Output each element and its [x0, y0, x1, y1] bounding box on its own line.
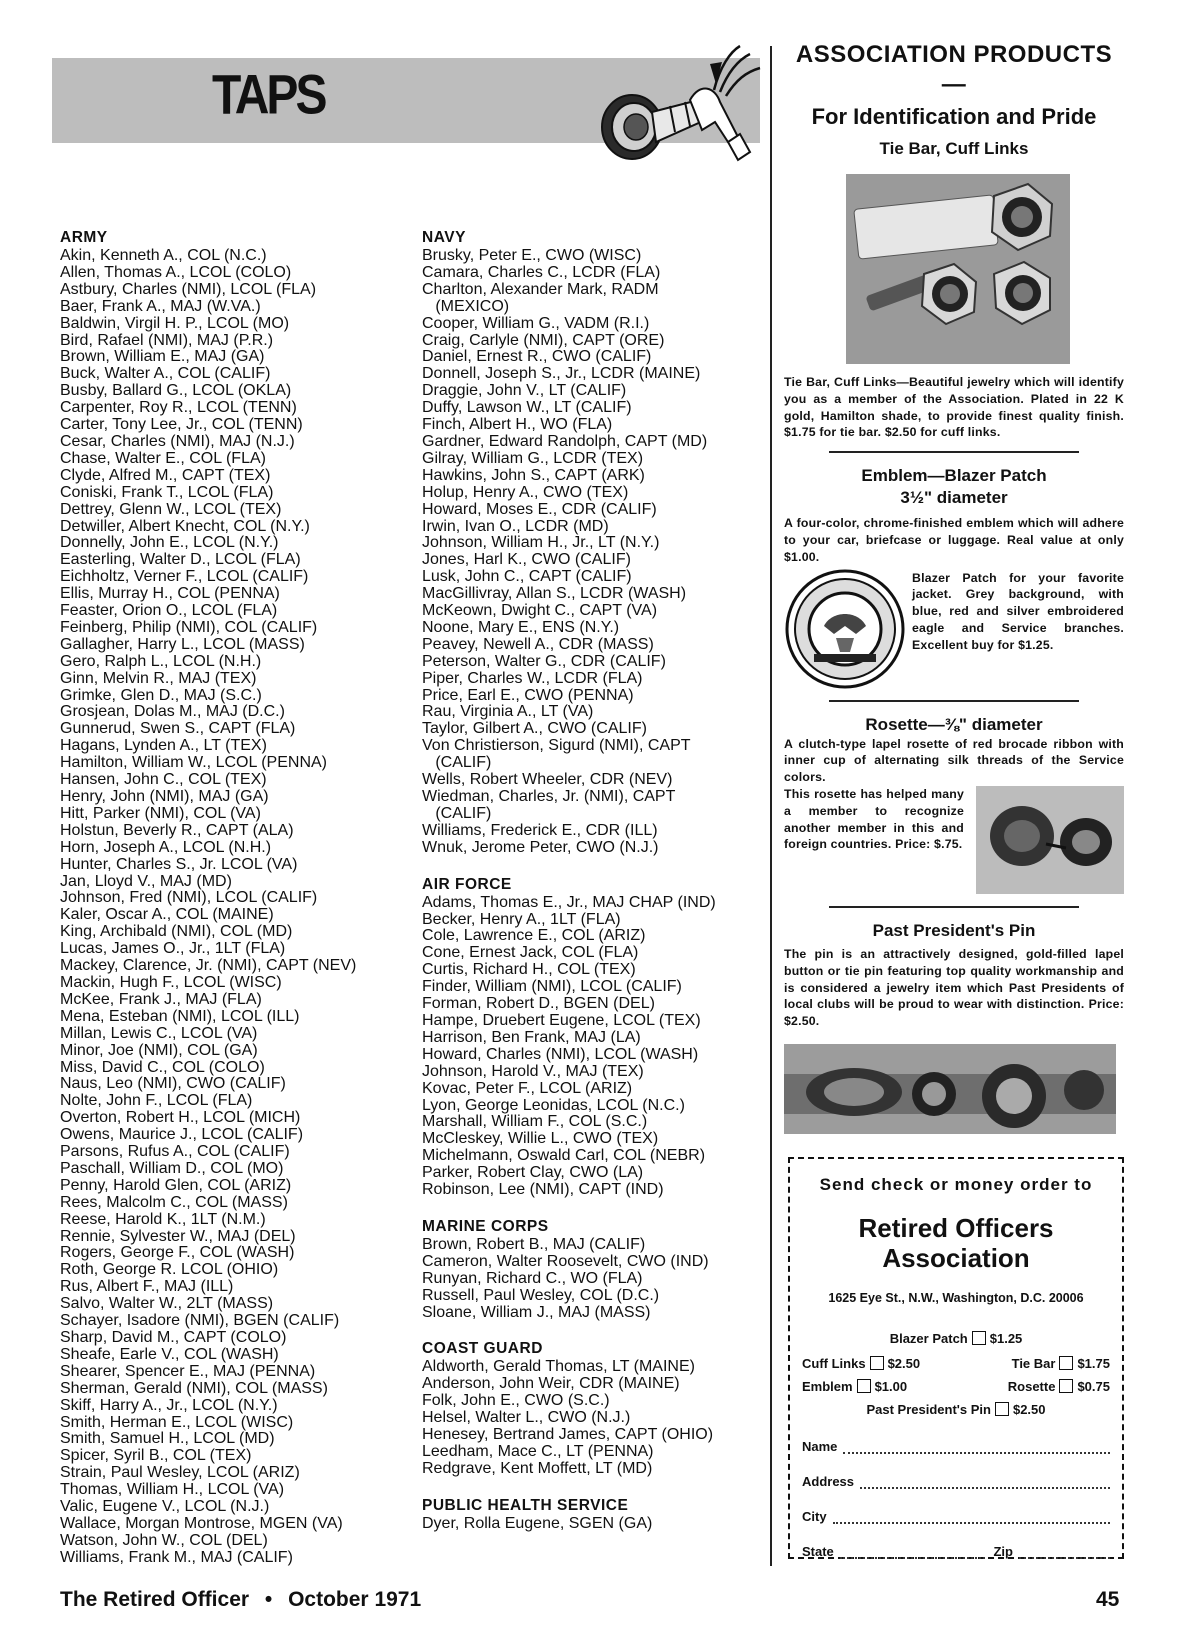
obituary-entry: Gero, Ralph L., LCOL (N.H.)	[60, 652, 262, 670]
obituary-entry: Henry, John (NMI), MAJ (GA)	[60, 788, 269, 805]
obituary-entry: Gunnerud, Swen S., CAPT (FLA)	[60, 720, 296, 738]
obituary-entry: Curtis, Richard H., COL (TEX)	[422, 961, 636, 979]
obituary-entry: Piper, Charles W., LCDR (FLA)	[422, 669, 643, 687]
obituary-entry: MacGillivray, Allan S., LCDR (WASH)	[422, 585, 687, 603]
tiebar-heading: Tie Bar, Cuff Links	[879, 139, 1029, 158]
obituary-entry: Reese, Harold K., 1LT (N.M.)	[60, 1210, 266, 1228]
obituary-entry: Holup, Henry A., CWO (TEX)	[422, 483, 629, 501]
obituary-entry: Jan, Lloyd V., MAJ (MD)	[60, 872, 232, 890]
rosette-text: This rosette has helped many a member to recognize another member in this and foreign countries. Price: $.75.	[784, 786, 964, 852]
obituary-entry: Rus, Albert F., MAJ (ILL)	[60, 1278, 234, 1296]
obituary-entry: Donnell, Joseph S., Jr., LCDR (MAINE)	[422, 365, 701, 383]
obituary-entry: Hunter, Charles S., Jr. LCOL (VA)	[60, 855, 298, 873]
obituary-entry: Overton, Robert H., LCOL (MICH)	[60, 1109, 301, 1127]
tiebar-description: Tie Bar, Cuff Links—Beautiful jewelry which will identify you as a member of the Association. Plated in 22 K gold, Hamilton shade, to provide finest quality finish. $1.75 for tie bar. $2.50 for cuff links.	[784, 375, 1124, 440]
obituary-entry: Aldworth, Gerald Thomas, LT (MAINE)	[422, 1358, 695, 1376]
blazer-order-price: $1.25	[989, 1331, 1023, 1346]
blazer-order-row	[790, 1331, 1122, 1346]
marine-corps-section	[422, 1217, 762, 1322]
obituary-list	[422, 1359, 762, 1477]
obituary-entry: Russell, Paul Wesley, COL (D.C.)	[422, 1286, 660, 1304]
publication-name: The Retired Officer	[60, 1588, 250, 1611]
section-heading: ARMY	[60, 229, 108, 246]
obituary-entry: Holstun, Beverly R., CAPT (ALA)	[60, 821, 294, 839]
cuff-order-label: Cuff Links	[802, 1356, 866, 1371]
obituary-entry: Lucas, James O., Jr., 1LT (FLA)	[60, 940, 286, 958]
name-label: Name	[802, 1439, 838, 1454]
obituary-entry: Wnuk, Jerome Peter, CWO (N.J.)	[422, 838, 659, 856]
emblem-checkbox[interactable]	[857, 1379, 871, 1393]
obituary-entry: Cooper, William G., VADM (R.I.)	[422, 314, 650, 332]
obituary-entry: Johnson, William H., Jr., LT (N.Y.)	[422, 534, 660, 552]
obituary-entry: Duffy, Lawson W., LT (CALIF)	[422, 399, 632, 417]
obituary-entry: Salvo, Walter W., 2LT (MASS)	[60, 1295, 274, 1313]
obituary-entry: Hitt, Parker (NMI), COL (VA)	[60, 804, 261, 822]
name-field[interactable]	[843, 1439, 1110, 1454]
obituary-entry: Naus, Leo (NMI), CWO (CALIF)	[60, 1075, 286, 1093]
obituary-entry: Redgrave, Kent Moffett, LT (MD)	[422, 1459, 653, 1477]
bugle-illustration	[590, 42, 765, 172]
obituary-entry: Smith, Samuel H., LCOL (MD)	[60, 1430, 275, 1448]
tiebar-image	[846, 174, 1070, 364]
obituary-entry: Parker, Robert Clay, CWO (LA)	[422, 1164, 644, 1182]
issue-date: October 1971	[288, 1588, 422, 1611]
obituary-entry: Mackey, Clarence, Jr. (NMI), CAPT (NEV)	[60, 957, 357, 975]
taps-title: TAPS	[212, 65, 325, 126]
obituary-entry: Gardner, Edward Randolph, CAPT (MD)	[422, 432, 708, 450]
obituary-entry: Wiedman, Charles, Jr. (NMI), CAPT	[422, 788, 676, 805]
obituary-entry: Howard, Charles (NMI), LCOL (WASH)	[422, 1045, 699, 1063]
section-heading: COAST GUARD	[422, 1340, 543, 1358]
obituary-entry: Williams, Frank M., MAJ (CALIF)	[60, 1548, 293, 1566]
product-divider	[829, 906, 1079, 908]
obituary-entry: Cole, Lawrence E., COL (ARIZ)	[422, 927, 646, 945]
obituary-entry: Becker, Henry A., 1LT (FLA)	[422, 910, 621, 928]
obituary-list	[422, 895, 762, 1199]
obituary-entry: Penny, Harold Glen, COL (ARIZ)	[60, 1176, 292, 1194]
section-heading: AIR FORCE	[422, 875, 512, 893]
obituary-entry: Sherman, Gerald (NMI), COL (MASS)	[60, 1379, 328, 1397]
obituary-entry: Horn, Joseph A., LCOL (N.H.)	[60, 838, 272, 856]
org-name-line2: Association	[882, 1243, 1030, 1273]
obituary-entry: Jones, Harl K., CWO (CALIF)	[422, 551, 631, 569]
emblem-order-label: Emblem	[802, 1379, 853, 1394]
order-intro: Send check or money order to	[819, 1175, 1093, 1194]
emblem-block	[784, 568, 1124, 690]
coast-guard-section	[422, 1339, 762, 1477]
obituary-entry: Grosjean, Dolas M., MAJ (D.C.)	[60, 703, 285, 721]
obituary-entry: Spicer, Syril B., COL (TEX)	[60, 1447, 252, 1465]
obituary-entry: McKeown, Dwight C., CAPT (VA)	[422, 602, 658, 620]
obituary-entry: Valic, Eugene V., LCOL (N.J.)	[60, 1498, 270, 1516]
obituary-entry: Carter, Tony Lee, Jr., COL (TENN)	[60, 416, 303, 434]
section-heading: MARINE CORPS	[422, 1217, 549, 1235]
obituary-entry: Hampe, Druebert Eugene, LCOL (TEX)	[422, 1011, 701, 1029]
obituary-entry: Smith, Herman E., LCOL (WISC)	[60, 1413, 294, 1431]
rosette-order-price: $0.75	[1077, 1379, 1110, 1394]
obituary-entry: Carpenter, Roy R., LCOL (TENN)	[60, 399, 297, 417]
obituary-entry: King, Archibald (NMI), COL (MD)	[60, 923, 293, 941]
rosette-checkbox[interactable]	[1059, 1379, 1073, 1393]
pin-order-row	[790, 1402, 1122, 1417]
obituary-entry: Finder, William (NMI), LCOL (CALIF)	[422, 978, 682, 996]
state-field[interactable]	[840, 1544, 986, 1559]
city-field[interactable]	[833, 1509, 1110, 1524]
column-divider	[770, 46, 772, 1566]
obituary-entry: Wells, Robert Wheeler, CDR (NEV)	[422, 771, 673, 789]
blazer-patch-label: Blazer Patch	[912, 570, 997, 585]
cuff-order-item	[802, 1356, 920, 1371]
blazer-patch-text: for your favorite jacket. Grey background, with blue, red and silver embroidered eagle and Service branches. Excellent buy for $1.25.	[912, 570, 1125, 652]
obituary-entry: Eichholtz, Verner F., LCOL (CALIF)	[60, 568, 309, 586]
pin-image	[784, 1044, 1116, 1134]
obituary-entry: Camara, Charles C., LCDR (FLA)	[422, 263, 661, 281]
obituary-entry: Clyde, Alfred M., CAPT (TEX)	[60, 466, 271, 484]
obituary-entry: Forman, Robert D., BGEN (DEL)	[422, 995, 655, 1013]
obituary-entry: Leedham, Mace C., LT (PENNA)	[422, 1443, 654, 1460]
obituary-entry: Easterling, Walter D., LCOL (FLA)	[60, 551, 301, 569]
obituary-entry: Brusky, Peter E., CWO (WISC)	[422, 247, 642, 264]
obituary-entry: Roth, George R. LCOL (OHIO)	[60, 1261, 279, 1279]
obituary-entry: Watson, John W., COL (DEL)	[60, 1531, 268, 1549]
obituary-entry: Folk, John E., CWO (S.C.)	[422, 1392, 610, 1410]
public-health-section	[422, 1496, 762, 1533]
rosette-image	[976, 786, 1124, 894]
obituary-entry: Sloane, William J., MAJ (MASS)	[422, 1303, 651, 1321]
obituary-entry: Howard, Moses E., CDR (CALIF)	[422, 500, 657, 518]
obituary-entry: Paschall, William D., COL (MO)	[60, 1159, 284, 1177]
products-title: ASSOCIATION PRODUCTS—	[795, 41, 1113, 98]
pin-order-price: $2.50	[1012, 1402, 1046, 1417]
emblem-order-price: $1.00	[874, 1379, 908, 1394]
obituary-entry: Rogers, George F., COL (WASH)	[60, 1244, 295, 1262]
obituary-entry: Harrison, Ben Frank, MAJ (LA)	[422, 1028, 641, 1046]
obituary-entry: Adams, Thomas E., Jr., MAJ CHAP (IND)	[422, 893, 716, 911]
obituary-entry: Sheafe, Earle V., COL (WASH)	[60, 1345, 279, 1363]
obituary-entry: Williams, Frederick E., CDR (ILL)	[422, 821, 658, 839]
obituary-entry: Finch, Albert H., WO (FLA)	[422, 416, 613, 434]
obituary-entry: Chase, Walter E., COL (FLA)	[60, 449, 266, 467]
obituary-entry: Runyan, Richard C., WO (FLA)	[422, 1269, 643, 1287]
obituary-entry: Hamilton, William W., LCOL (PENNA)	[60, 754, 327, 772]
zip-label: Zip	[993, 1544, 1013, 1559]
obituary-entry: Rau, Virginia A., LT (VA)	[422, 703, 594, 721]
tie-order-item	[1012, 1356, 1110, 1371]
obituary-entry: Craig, Carlyle (NMI), CAPT (ORE)	[422, 331, 665, 349]
obituary-entry: Lyon, George Leonidas, LCOL (N.C.)	[422, 1096, 685, 1114]
obituary-entry: Hawkins, John S., CAPT (ARK)	[422, 466, 645, 484]
obituary-entry: McKee, Frank J., MAJ (FLA)	[60, 990, 262, 1008]
obituary-entry: (CALIF)	[422, 804, 492, 822]
obituary-list	[422, 1237, 762, 1322]
city-label: City	[802, 1509, 827, 1524]
obituary-entry: Grimke, Glen D., MAJ (S.C.)	[60, 686, 262, 704]
rosette-description: A clutch-type lapel rosette of red brocade ribbon with inner cup of alternating silk threads of the Service colors.	[784, 736, 1124, 785]
obituary-entry: Akin, Kenneth A., COL (N.C.)	[60, 247, 267, 264]
order-form	[788, 1157, 1124, 1559]
products-column	[784, 40, 1124, 1134]
obituary-entry: Donnelly, John E., LCOL (N.Y.)	[60, 534, 279, 552]
obituary-entry: Cone, Ernest Jack, COL (FLA)	[422, 944, 639, 962]
obituary-entry: Johnson, Harold V., MAJ (TEX)	[422, 1062, 644, 1080]
products-subtitle: For Identification and Pride	[811, 104, 1097, 129]
obituary-entry: Robinson, Lee (NMI), CAPT (IND)	[422, 1181, 664, 1199]
obituary-entry: Price, Earl E., CWO (PENNA)	[422, 686, 634, 704]
obituary-entry: Mackin, Hugh F., LCOL (WISC)	[60, 973, 282, 991]
section-heading: PUBLIC HEALTH SERVICE	[422, 1496, 629, 1514]
address-field[interactable]	[860, 1474, 1110, 1489]
obituary-entry: Feaster, Orion O., LCOL (FLA)	[60, 602, 278, 620]
tie-checkbox[interactable]	[1059, 1356, 1073, 1370]
emblem-heading: Emblem—Blazer Patch	[861, 466, 1047, 486]
obituary-entry: Kaler, Oscar A., COL (MAINE)	[60, 906, 274, 924]
obituary-entry: Michelmann, Oswald Carl, COL (NEBR)	[422, 1147, 706, 1165]
obituary-entry: Minor, Joe (NMI), COL (GA)	[60, 1041, 258, 1059]
obituary-entry: Helsel, Walter L., CWO (N.J.)	[422, 1409, 631, 1427]
navy-section	[422, 228, 762, 857]
obituary-entry: Dettrey, Glenn W., LCOL (TEX)	[60, 500, 282, 518]
obituary-entry: Sharp, David M., CAPT (COLO)	[60, 1329, 287, 1346]
obituary-list	[60, 248, 400, 1567]
state-label: State	[802, 1544, 834, 1559]
obituary-entry: McCleskey, Willie L., CWO (TEX)	[422, 1130, 659, 1148]
obituary-entry: Irwin, Ivan O., LCDR (MD)	[422, 517, 609, 535]
obituary-entry: Allen, Thomas A., LCOL (COLO)	[60, 263, 292, 281]
footer-publication	[60, 1588, 421, 1612]
obituary-entry: Cesar, Charles (NMI), MAJ (N.J.)	[60, 432, 295, 450]
tie-order-price: $1.75	[1077, 1356, 1110, 1371]
obituary-entry: Kovac, Peter F., LCOL (ARIZ)	[422, 1079, 633, 1097]
cuff-order-price: $2.50	[887, 1356, 921, 1371]
obituary-entry: Thomas, William H., LCOL (VA)	[60, 1481, 285, 1499]
section-heading: NAVY	[422, 229, 466, 246]
obituary-entry: Bird, Rafael (NMI), MAJ (P.R.)	[60, 331, 274, 349]
page-number: 45	[1096, 1588, 1120, 1611]
blazer-patch-description	[912, 570, 1124, 690]
obituary-entry: Gallagher, Harry L., LCOL (MASS)	[60, 635, 305, 653]
obituary-entry: Daniel, Ernest R., CWO (CALIF)	[422, 348, 652, 366]
obituary-entry: Astbury, Charles (NMI), LCOL (FLA)	[60, 280, 317, 298]
obituary-entry: Parsons, Rufus A., COL (CALIF)	[60, 1143, 290, 1161]
obituary-list	[422, 248, 762, 857]
obituary-entry: Busby, Ballard G., LCOL (OKLA)	[60, 382, 292, 400]
address-field-row	[802, 1474, 1110, 1489]
obituary-entry: Lusk, John C., CAPT (CALIF)	[422, 568, 632, 586]
obituary-entry: Nolte, John F., LCOL (FLA)	[60, 1092, 253, 1110]
zip-field[interactable]	[1019, 1544, 1110, 1559]
obituary-entry: Strain, Paul Wesley, LCOL (ARIZ)	[60, 1464, 300, 1482]
obituary-list	[422, 1516, 762, 1533]
pin-heading: Past President's Pin	[872, 920, 1036, 940]
obituary-entry: Hansen, John C., COL (TEX)	[60, 771, 267, 789]
rosette-block	[784, 786, 1124, 894]
middle-column	[422, 228, 762, 1551]
obituary-entry: Taylor, Gilbert A., CWO (CALIF)	[422, 720, 647, 738]
blazer-order-label: Blazer Patch	[889, 1331, 968, 1346]
obituary-entry: Skiff, Harry A., Jr., LCOL (N.Y.)	[60, 1396, 278, 1414]
obituary-entry: Dyer, Rolla Eugene, SGEN (GA)	[422, 1514, 653, 1532]
pin-checkbox[interactable]	[995, 1402, 1009, 1416]
obituary-entry: Gilray, William G., LCDR (TEX)	[422, 449, 644, 467]
product-divider	[829, 451, 1079, 453]
obituary-entry: Marshall, William F., COL (S.C.)	[422, 1113, 648, 1131]
obituary-entry: Rees, Malcolm C., COL (MASS)	[60, 1193, 288, 1211]
obituary-entry: Noone, Mary E., ENS (N.Y.)	[422, 618, 620, 636]
obituary-entry: Miss, David C., COL (COLO)	[60, 1058, 265, 1076]
tiebar-photo	[846, 174, 1070, 364]
rosette-heading: Rosette—⅜" diameter	[865, 714, 1043, 734]
obituary-entry: Peavey, Newell A., CDR (MASS)	[422, 635, 654, 653]
obituary-entry: Buck, Walter A., COL (CALIF)	[60, 365, 271, 383]
obituary-entry: Wallace, Morgan Montrose, MGEN (VA)	[60, 1514, 343, 1532]
obituary-entry: Brown, Robert B., MAJ (CALIF)	[422, 1235, 646, 1253]
obituary-entry: Anderson, John Weir, CDR (MAINE)	[422, 1375, 680, 1393]
obituary-entry: (CALIF)	[422, 754, 492, 772]
name-field-row	[802, 1439, 1110, 1454]
state-zip-row	[802, 1544, 1110, 1559]
org-name-line1: Retired Officers	[858, 1213, 1054, 1243]
obituary-entry: Brown, William E., MAJ (GA)	[60, 348, 265, 366]
air-force-section	[422, 875, 762, 1199]
obituary-entry: Baer, Frank A., MAJ (W.VA.)	[60, 297, 261, 315]
pin-order-label: Past President's Pin	[866, 1402, 991, 1417]
obituary-entry: Hagans, Lynden A., LT (TEX)	[60, 737, 267, 755]
product-divider	[829, 700, 1079, 702]
emblem-rosette-order-row	[802, 1379, 1110, 1394]
tie-order-label: Tie Bar	[1011, 1356, 1056, 1371]
blazer-checkbox[interactable]	[972, 1331, 986, 1345]
emblem-order-item	[802, 1379, 907, 1394]
obituary-entry: Henesey, Bertrand James, CAPT (OHIO)	[422, 1426, 714, 1444]
obituary-entry: Charlton, Alexander Mark, RADM	[422, 280, 659, 298]
emblem-subheading: 3½" diameter	[900, 488, 1008, 508]
obituary-entry: Johnson, Fred (NMI), LCOL (CALIF)	[60, 889, 318, 907]
obituary-entry: Shearer, Spencer E., MAJ (PENNA)	[60, 1362, 316, 1380]
obituary-entry: (MEXICO)	[422, 297, 510, 315]
obituary-entry: Cameron, Walter Roosevelt, CWO (IND)	[422, 1252, 709, 1270]
emblem-image	[784, 568, 906, 690]
cuff-tie-order-row	[802, 1356, 1110, 1371]
obituary-entry: Coniski, Frank T., LCOL (FLA)	[60, 483, 274, 501]
cuff-checkbox[interactable]	[870, 1356, 884, 1370]
obituary-entry: Peterson, Walter G., CDR (CALIF)	[422, 652, 666, 670]
obituary-entry: Millan, Lewis C., LCOL (VA)	[60, 1024, 258, 1042]
obituary-entry: Feinberg, Philip (NMI), COL (CALIF)	[60, 618, 318, 636]
rosette-order-label: Rosette	[1007, 1379, 1056, 1394]
obituary-entry: Draggie, John V., LT (CALIF)	[422, 382, 627, 400]
army-section	[60, 228, 400, 1567]
org-address: 1625 Eye St., N.W., Washington, D.C. 20006	[828, 1291, 1084, 1305]
obituary-entry: Detwiller, Albert Knecht, COL (N.Y.)	[60, 517, 310, 535]
obituary-entry: Owens, Maurice J., LCOL (CALIF)	[60, 1126, 304, 1144]
city-field-row	[802, 1509, 1110, 1524]
army-column	[60, 228, 400, 1585]
obituary-entry: Von Christierson, Sigurd (NMI), CAPT	[422, 737, 691, 755]
obituary-entry: Baldwin, Virgil H. P., LCOL (MO)	[60, 314, 290, 332]
obituary-entry: Schayer, Isadore (NMI), BGEN (CALIF)	[60, 1312, 340, 1330]
rosette-order-item	[1008, 1379, 1110, 1394]
footer-bullet: •	[264, 1588, 273, 1611]
emblem-description: A four-color, chrome-finished emblem which will adhere to your car, briefcase or luggage. Real value at only $1.00.	[784, 516, 1124, 564]
obituary-entry: Ginn, Melvin R., MAJ (TEX)	[60, 669, 257, 687]
obituary-entry: Ellis, Murray H., COL (PENNA)	[60, 585, 280, 603]
address-label: Address	[802, 1474, 855, 1489]
obituary-entry: Rennie, Sylvester W., MAJ (DEL)	[60, 1227, 296, 1245]
pin-description: The pin is an attractively designed, gold-filled lapel button or tie pin featuring top quality workmanship and is considered a jewelry item which Past Presidents of local clubs will be proud to wear with distinction. Price: $2.50.	[784, 946, 1124, 1029]
obituary-entry: Mena, Esteban (NMI), LCOL (ILL)	[60, 1007, 300, 1025]
